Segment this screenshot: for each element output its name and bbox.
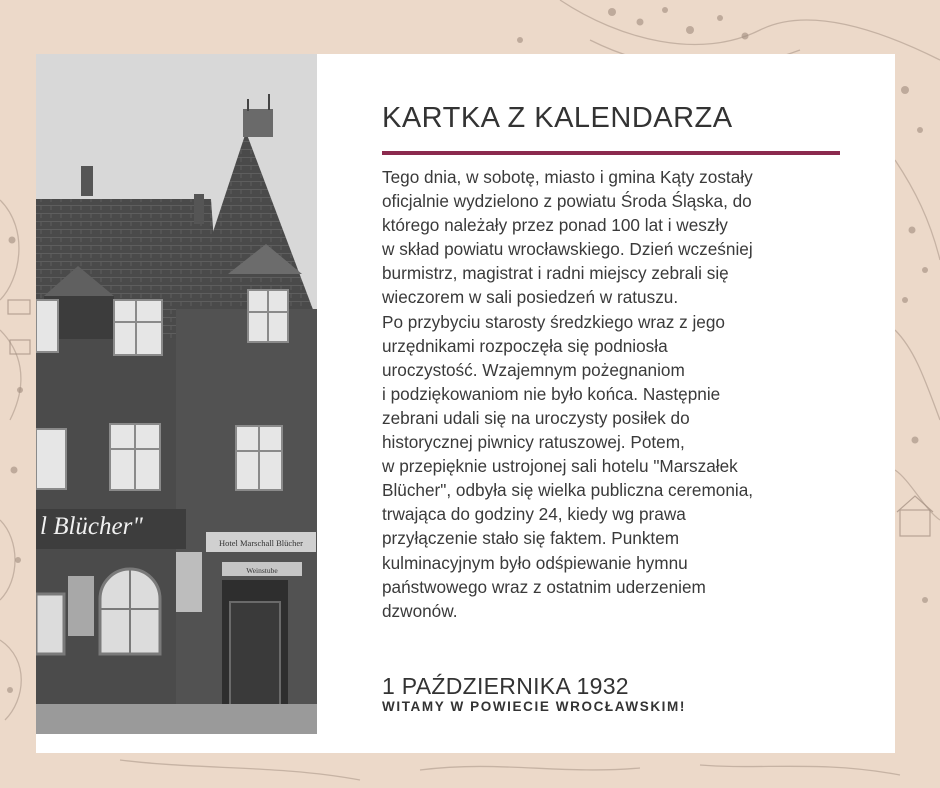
welcome-tagline: WITAMY W POWIECIE WROCŁAWSKIM! [382,699,686,714]
facade-sign-text: l Blücher" [40,513,143,540]
paragraph-line: trwająca do godziny 24, kiedy wg prawa [382,504,686,525]
calendar-card [36,54,895,753]
historic-hotel-photo [36,54,317,734]
card-paragraph [382,165,852,623]
paragraph-line: w przepięknie ustrojonej sali hotelu "Marszałek [382,456,738,477]
door-sign-text: Weinstube [246,566,278,575]
paragraph-line: urzędnikami rozpoczęła się podniosła [382,335,668,356]
paragraph-line: przyłączenie stało się faktem. Punktem [382,528,680,549]
paragraph-line: w skład powiatu wrocławskiego. Dzień wcześniej [382,239,753,260]
accent-divider [382,151,840,155]
paragraph-line: państwowego wraz z ostatnim uderzeniem [382,576,706,597]
paragraph-line: Po przybyciu starosty średzkiego wraz z jego [382,311,725,332]
paragraph-line: Tego dnia, w sobotę, miasto i gmina Kąty zostały [382,167,753,187]
shop-sign-text: Hotel Marschall Blücher [218,538,304,548]
paragraph-line: oficjalnie wydzielono z powiatu Środa Śląska, do [382,191,752,212]
paragraph-line: zebrani udali się na uroczysty posiłek do [382,407,690,428]
paragraph-line: i podziękowaniom nie było końca. Następnie [382,383,721,404]
paragraph-line: uroczystość. Wzajemnym pożegnaniom [382,359,685,380]
paragraph-line: Blücher", odbyła się wielka publiczna ceremonia, [382,480,754,501]
paragraph-line: wieczorem w sali posiedzeń w ratuszu. [382,287,679,308]
paragraph-line: którego należały przez ponad 100 lat i weszły [382,215,728,236]
paragraph-line: kulminacyjnym było odśpiewanie hymnu [382,552,688,573]
paragraph-line: historycznej piwnicy ratuszowej. Potem, [382,432,685,453]
paragraph-line: burmistrz, magistrat i radni miejscy zebrali się [382,263,729,284]
event-date: 1 PAŹDZIERNIKA 1932 [382,673,629,699]
card-title: KARTKA Z KALENDARZA [382,102,733,134]
paragraph-line: dzwonów. [382,600,458,621]
